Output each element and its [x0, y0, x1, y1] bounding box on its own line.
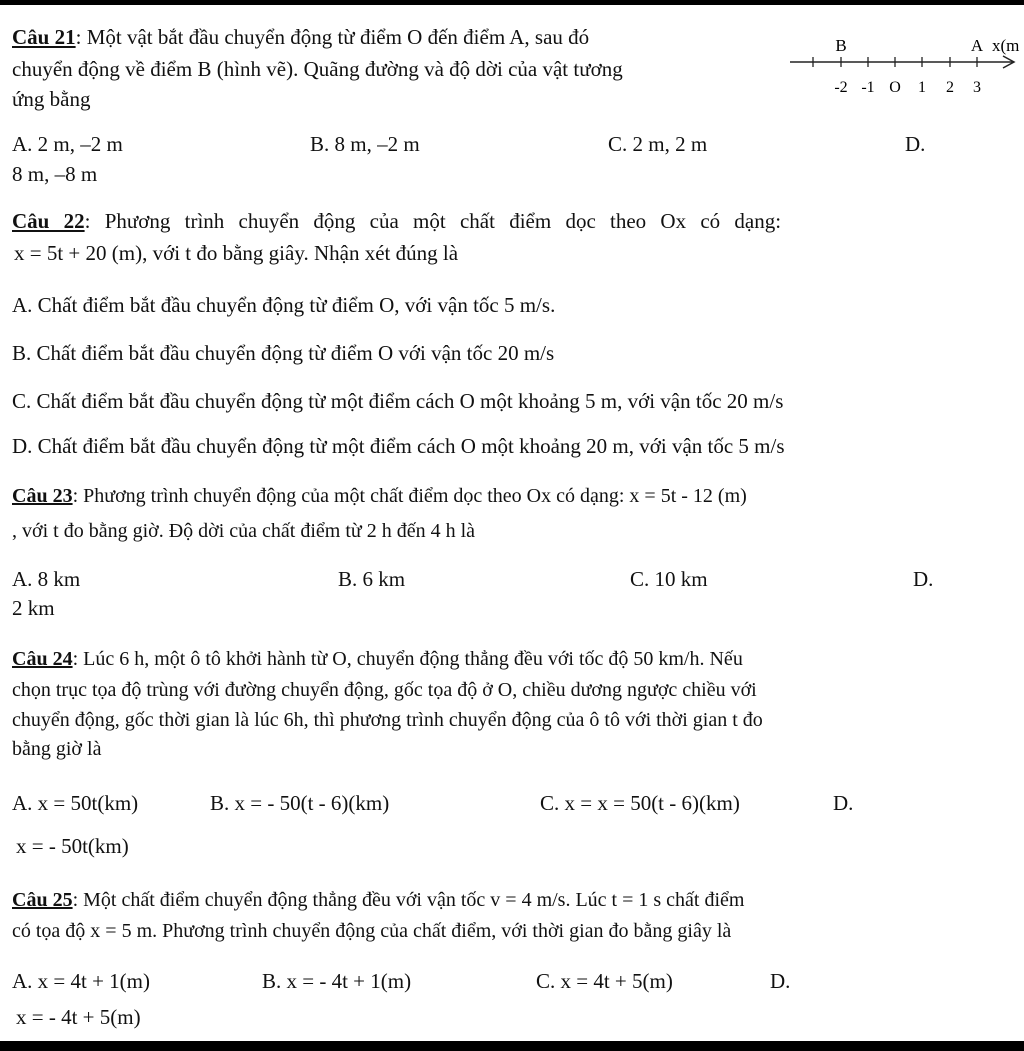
question-25-option-a[interactable]: A. x = 4t + 1(m) [12, 969, 151, 993]
question-25-text-1: : Một chất điểm chuyển động thẳng đều với vận tốc v = 4 m/s. Lúc t = 1 s chất điểm [72, 889, 745, 911]
question-21-line-1 [12, 24, 589, 50]
question-24-option-c[interactable]: C. x = x = 50(t - 6)(km) [540, 791, 740, 815]
question-21-text-1: : Một vật bắt đầu chuyển động từ điểm O đến điểm A, sau đó [75, 25, 590, 49]
tick-label: 3 [973, 79, 981, 96]
question-25-option-d-value: x = - 4t + 5(m) [16, 1005, 141, 1029]
question-24-option-d[interactable]: D. [833, 791, 854, 815]
bottom-border [0, 1041, 1024, 1051]
question-22-label: Câu 22 [12, 209, 85, 233]
point-a-label: A [970, 36, 984, 55]
question-24-option-d-value: x = - 50t(km) [16, 834, 129, 858]
question-23-option-b[interactable]: B. 6 km [338, 567, 406, 591]
point-b-label: B [835, 36, 847, 55]
question-24-text-1: : Lúc 6 h, một ô tô khởi hành từ O, chuyển động thẳng đều với tốc độ 50 km/h. Nếu [72, 648, 743, 670]
question-25-option-d[interactable]: D. [770, 969, 791, 993]
question-22-option-c[interactable]: C. Chất điểm bắt đầu chuyển động từ một điểm cách O một khoảng 5 m, với vận tốc 20 m/s [12, 389, 784, 413]
question-25-option-b[interactable]: B. x = - 4t + 1(m) [262, 969, 412, 993]
question-25-label: Câu 25 [12, 889, 73, 911]
question-24-line-1 [12, 646, 743, 672]
question-24-line-4: bằng giờ là [12, 738, 102, 760]
question-25-line-2: có tọa độ x = 5 m. Phương trình chuyển động của chất điểm, với thời gian đo bằng giây là [12, 920, 732, 942]
top-border [0, 0, 1024, 5]
question-21-label: Câu 21 [12, 25, 76, 49]
question-24-label: Câu 24 [12, 648, 73, 670]
question-22-text-1: : Phương trình chuyển động của một chất điểm dọc theo Ox có dạng: [84, 209, 782, 233]
question-23-label: Câu 23 [12, 485, 73, 507]
question-21-option-d-value: 8 m, –8 m [12, 162, 98, 186]
tick-label: O [889, 79, 901, 96]
question-23-line-2: , với t đo bằng giờ. Độ dời của chất điểm từ 2 h đến 4 h là [12, 520, 476, 542]
tick-label: 1 [918, 79, 926, 96]
question-22-line-1 [12, 208, 781, 234]
question-23-option-d[interactable]: D. [913, 567, 934, 591]
axis-label: x(m [992, 36, 1020, 55]
question-23-option-c[interactable]: C. 10 km [630, 567, 708, 591]
question-21-option-d[interactable]: D. [905, 132, 926, 156]
question-23-option-a[interactable]: A. 8 km [12, 567, 81, 591]
question-24-option-a[interactable]: A. x = 50t(km) [12, 791, 139, 815]
question-24-option-b[interactable]: B. x = - 50(t - 6)(km) [210, 791, 390, 815]
question-22-option-b[interactable]: B. Chất điểm bắt đầu chuyển động từ điểm O với vận tốc 20 m/s [12, 341, 555, 365]
question-21-line-3: ứng bằng [12, 87, 91, 111]
question-21-option-a[interactable]: A. 2 m, –2 m [12, 132, 123, 156]
question-25-line-1 [12, 887, 744, 913]
question-22-option-a[interactable]: A. Chất điểm bắt đầu chuyển động từ điểm O, với vận tốc 5 m/s. [12, 293, 556, 317]
tick-label: 2 [946, 79, 954, 96]
question-25-option-c[interactable]: C. x = 4t + 5(m) [536, 969, 673, 993]
number-line-figure [785, 28, 1024, 98]
question-23-option-d-value: 2 km [12, 596, 55, 620]
question-24-line-3: chuyển động, gốc thời gian là lúc 6h, thì phương trình chuyển động của ô tô với thời gian t đo [12, 709, 763, 731]
tick-label: -2 [834, 79, 848, 96]
question-21-line-2: chuyển động về điểm B (hình vẽ). Quãng đường và độ dời của vật tương [12, 57, 623, 81]
question-22-line-2: x = 5t + 20 (m), với t đo bằng giây. Nhận xét đúng là [14, 241, 459, 265]
question-21-option-c[interactable]: C. 2 m, 2 m [608, 132, 708, 156]
tick-label: -1 [861, 79, 875, 96]
question-23-text-1: : Phương trình chuyển động của một chất điểm dọc theo Ox có dạng: x = 5t - 12 (m) [72, 485, 747, 507]
question-23-line-1 [12, 483, 747, 509]
question-21-option-b[interactable]: B. 8 m, –2 m [310, 132, 420, 156]
question-24-line-2: chọn trục tọa độ trùng với đường chuyển động, gốc tọa độ ở O, chiều dương ngược chiều với [12, 679, 757, 701]
question-22-option-d[interactable]: D. Chất điểm bắt đầu chuyển động từ một điểm cách O một khoảng 20 m, với vận tốc 5 m/s [12, 434, 785, 458]
